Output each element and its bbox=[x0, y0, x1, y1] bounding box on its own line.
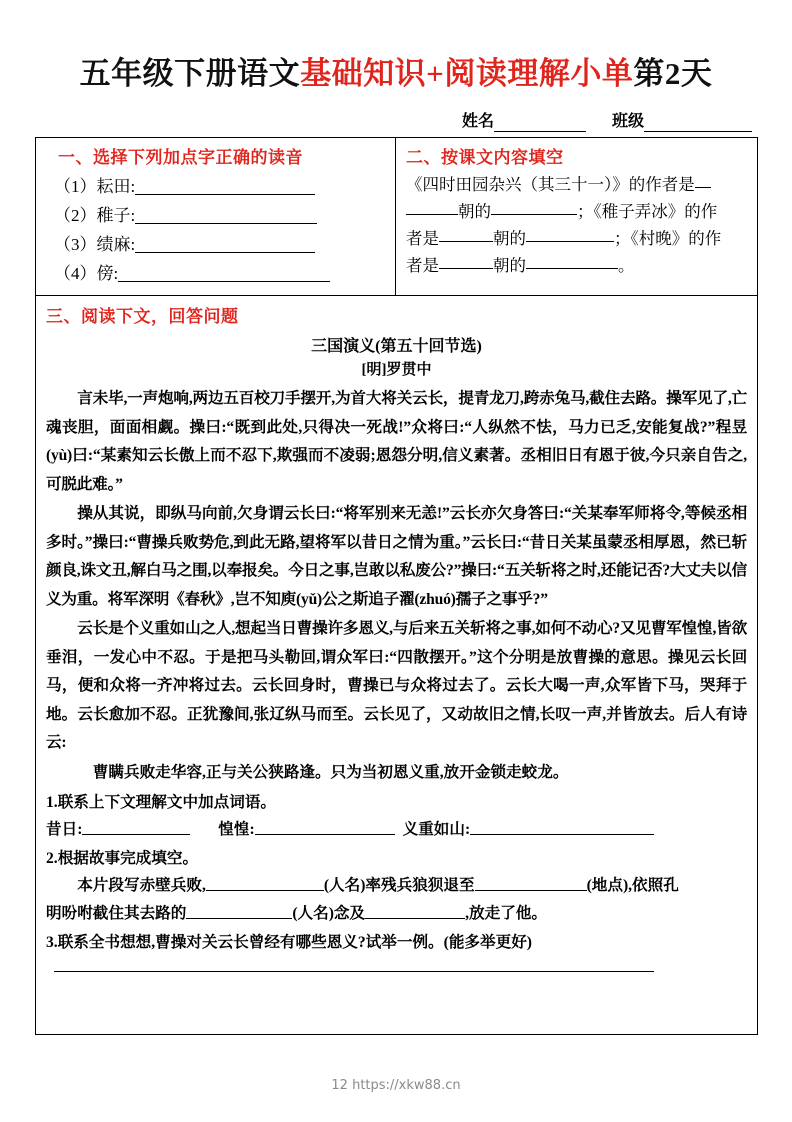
term-answer-line[interactable] bbox=[255, 819, 395, 835]
q2-blank-person-2[interactable] bbox=[186, 903, 292, 919]
item-word: 耘田: bbox=[96, 177, 136, 196]
article-poem: 曹瞒兵败走华容,正与关公狭路逢。只为当初恩义重,放开金锁走蛟龙。 bbox=[92, 763, 569, 781]
article-paragraph: 云长是个义重如山之人,想起当日曹操许多恩义,与后来五关斩将之事,如何不动心?又见曹军惶惶,皆欲垂泪，一发心中不忍。于是把马头勒回,谓众军曰:“四散摆开。”这个分明是放曹操的意思。操见云长回马，便和众将一齐冲将过去。云长回身时，曹操已与众将过去了。云长大喝一声,众军皆下马，哭拜于地。云长愈加不忍。正犹豫间,张辽纵马而至。云长见了，又动故旧之情,长叹一声,并皆放去。后人有诗云: bbox=[46, 620, 747, 751]
q2-text-f: ,放走了他。 bbox=[465, 905, 547, 922]
term-label-huanghuang: 惶惶: bbox=[218, 821, 255, 838]
article-paragraph: 言未毕,一声炮响,两边五百校刀手摆开,为首大将关云长，提青龙刀,跨赤兔马,截住去路。操军见了,亡魂丧胆，面面相觑。操曰:“既到此处,只得决一死战!”众将曰:“人纵然不怯，马力已乏,安能复战?”程昱(yù)曰:“某素知云长傲上而不忍下,欺强而不凌弱;恩怨分明,信义素著。丞相旧日有恩于彼,今只亲自告之,可脱此难。” bbox=[46, 390, 747, 493]
article-author: [明]罗贯中 bbox=[361, 362, 432, 378]
poem-one-label: 《四时田园杂兴（其三十一）》的作者是 bbox=[406, 175, 695, 194]
article-paragraph: 操从其说，即纵马向前,欠身谓云长曰:“将军别来无恙!”云长亦欠身答曰:“关某奉军师将令,等候丞相多时。”操曰:“曹操兵败势危,到此无路,望将军以昔日之情为重。”云长曰:“昔日关某虽蒙丞相厚恩，然已斩颜良,诛文丑,解白马之围,以奉报矣。今日之事,岂敢以私废公?”操曰:“五关斩将之时,还能记否?大丈夫以信义为重。将军深明《春秋》,岂不知庾(yǔ)公之斯追子濯(zhuó)孺子之事乎?” bbox=[46, 505, 747, 608]
question-2-line-1 bbox=[46, 872, 747, 900]
question-2-line-2 bbox=[46, 900, 747, 928]
question-1-blanks bbox=[46, 816, 747, 844]
section-two-cell bbox=[396, 138, 757, 295]
title-part-day: 第2天 bbox=[633, 56, 713, 91]
section-two-heading: 二、按课文内容填空 bbox=[406, 148, 564, 167]
name-label: 姓名 bbox=[461, 113, 494, 130]
item-answer-line[interactable] bbox=[135, 208, 317, 224]
q2-text-c: (地点),依照孔 bbox=[586, 877, 679, 894]
section-one-item-1 bbox=[44, 172, 387, 197]
worksheet-table bbox=[35, 137, 758, 1035]
section-two-line-4 bbox=[406, 252, 749, 279]
item-word: 稚子: bbox=[96, 206, 136, 225]
article-title: 三国演义(第五十回节选) bbox=[311, 338, 482, 355]
class-label: 班级 bbox=[611, 113, 644, 130]
term-answer-line[interactable] bbox=[82, 819, 190, 835]
blank[interactable] bbox=[439, 254, 493, 269]
blank[interactable] bbox=[439, 227, 493, 242]
section-three-cell bbox=[36, 296, 757, 1034]
section-two-line-1 bbox=[406, 171, 749, 198]
blank[interactable] bbox=[526, 227, 614, 242]
item-number: （3） bbox=[54, 235, 97, 254]
author-label: 者是 bbox=[406, 256, 439, 275]
item-number: （1） bbox=[54, 177, 97, 196]
section-two-body bbox=[406, 171, 749, 279]
section-two-line-3 bbox=[406, 225, 749, 252]
class-input-line[interactable] bbox=[644, 113, 752, 132]
term-answer-line[interactable] bbox=[470, 819, 654, 835]
blank[interactable] bbox=[526, 254, 618, 269]
blank[interactable] bbox=[695, 173, 711, 188]
student-info-row bbox=[462, 108, 752, 132]
period-mark: 。 bbox=[618, 256, 635, 275]
item-number: （4） bbox=[54, 264, 97, 283]
item-answer-line[interactable] bbox=[135, 237, 315, 253]
item-word: 傍: bbox=[96, 264, 119, 283]
question-1-prompt: 1.联系上下文理解文中加点词语。 bbox=[46, 794, 277, 811]
q2-text-b: (人名)率残兵狼狈退至 bbox=[323, 877, 475, 894]
answer-space[interactable] bbox=[46, 978, 747, 1024]
poem-three-label: ；《村晚》的作 bbox=[614, 229, 722, 248]
item-number: （2） bbox=[54, 206, 97, 225]
section-one-item-2 bbox=[44, 201, 387, 226]
question-2-prompt: 2.根据故事完成填空。 bbox=[46, 850, 199, 867]
blank[interactable] bbox=[406, 200, 458, 215]
blank[interactable] bbox=[491, 200, 577, 215]
page-footer: 12 https://xkw88.cn bbox=[331, 1078, 461, 1093]
poem-two-label: ；《稚子弄冰》的作 bbox=[577, 202, 718, 221]
q2-text-a: 本片段写赤壁兵败, bbox=[77, 877, 206, 894]
title-part-grade: 五年级下册语文 bbox=[79, 56, 301, 91]
q2-blank-person-1[interactable] bbox=[206, 875, 324, 891]
top-sections-row bbox=[36, 138, 757, 296]
section-three-heading: 三、阅读下文，回答问题 bbox=[46, 307, 239, 326]
q2-blank-place[interactable] bbox=[475, 875, 587, 891]
dynasty-label: 朝的 bbox=[493, 256, 526, 275]
section-one-item-3 bbox=[44, 230, 387, 255]
question-3-answer-line[interactable] bbox=[54, 970, 654, 972]
dynasty-label: 朝的 bbox=[493, 229, 526, 248]
name-input-line[interactable] bbox=[494, 113, 586, 132]
q2-blank-reason[interactable] bbox=[365, 903, 465, 919]
q2-text-e: (人名)念及 bbox=[292, 905, 366, 922]
q2-text-d: 明吩咐截住其去路的 bbox=[46, 905, 187, 922]
item-answer-line[interactable] bbox=[135, 179, 315, 195]
item-word: 绩麻: bbox=[96, 235, 136, 254]
section-two-line-2 bbox=[406, 198, 749, 225]
item-answer-line[interactable] bbox=[118, 266, 330, 282]
question-3-prompt: 3.联系全书想想,曹操对关云长曾经有哪些恩义?试举一例。(能多举更好) bbox=[46, 934, 532, 951]
dynasty-label: 朝的 bbox=[458, 202, 491, 221]
section-one-heading: 一、选择下列加点字正确的读音 bbox=[58, 148, 303, 167]
term-label-xiri: 昔日: bbox=[46, 821, 83, 838]
author-label: 者是 bbox=[406, 229, 439, 248]
title-part-topic: 基础知识+阅读理解小单 bbox=[300, 56, 634, 91]
section-one-item-4 bbox=[44, 259, 387, 284]
term-label-yizhongrushan: 义重如山: bbox=[402, 821, 471, 838]
section-one-cell bbox=[36, 138, 396, 295]
page-title bbox=[0, 48, 792, 93]
